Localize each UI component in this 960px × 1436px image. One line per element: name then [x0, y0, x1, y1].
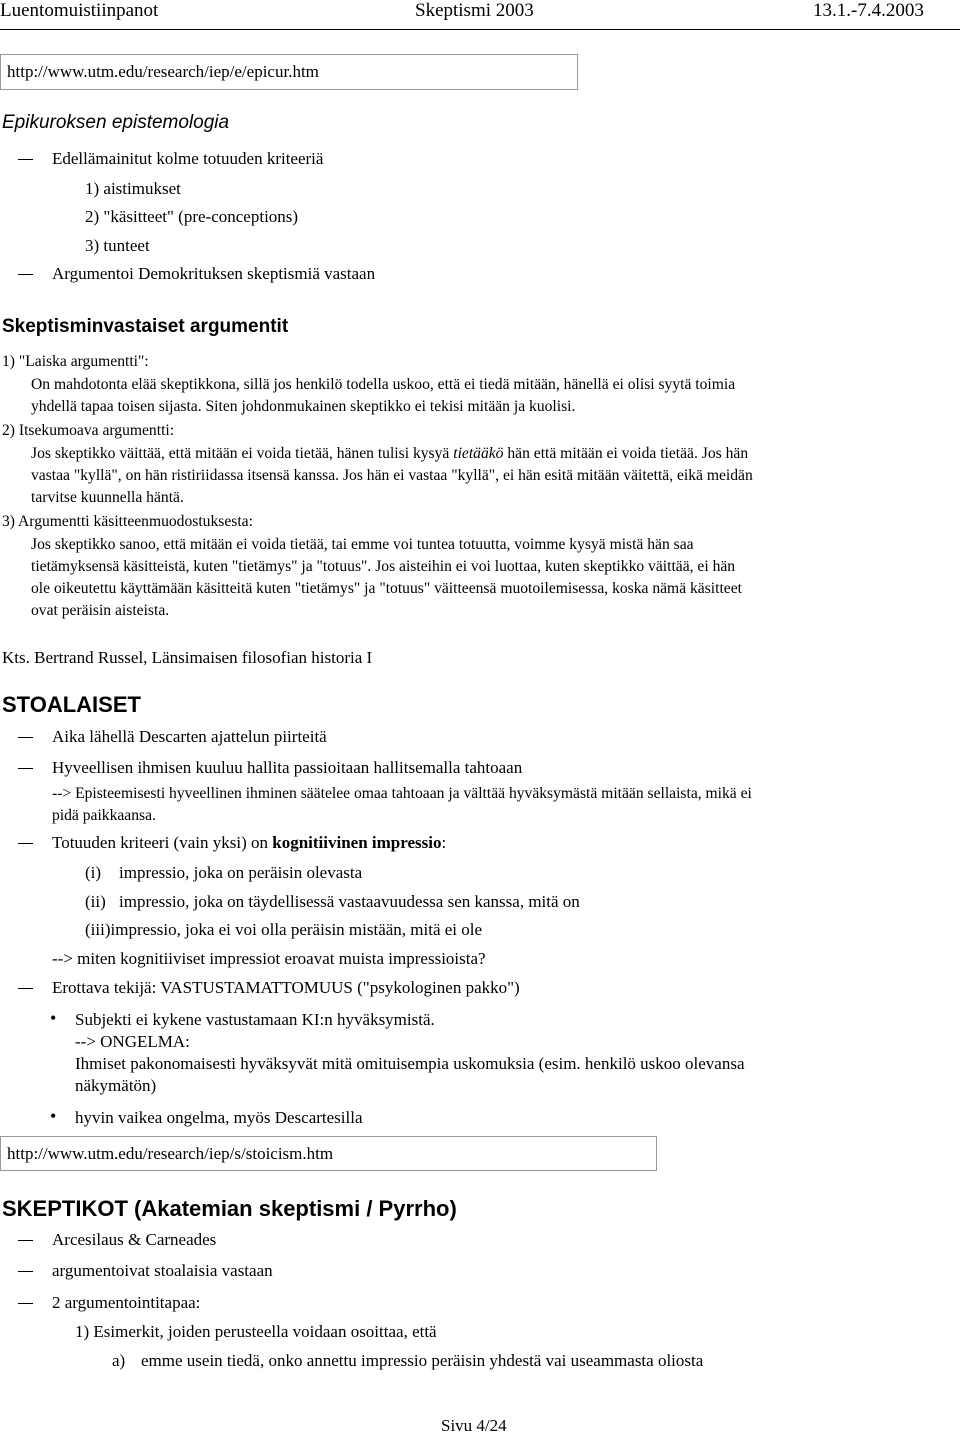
page-number: Sivu 4/24 — [441, 1416, 507, 1435]
dash-bullet — [18, 1303, 33, 1304]
bullet-item: hyvin vaikea ongelma, myös Descartesilla — [75, 1108, 363, 1127]
header-title-center: Skeptismi 2003 — [415, 0, 534, 21]
list-item-continuation: pidä paikkaansa. — [52, 807, 156, 824]
argument-title: 3) Argumentti käsitteenmuodostuksesta: — [2, 513, 253, 530]
dash-bullet — [18, 768, 33, 769]
list-item: argumentoivat stoalaisia vastaan — [52, 1261, 273, 1280]
bullet-icon: • — [50, 1008, 57, 1028]
list-item: 2 argumentointitapaa: — [52, 1293, 201, 1312]
argument-text: Jos skeptikko sanoo, että mitään ei voida tietää, tai emme voi tuntea totuutta, voimme kysyä mistä hän saa — [31, 536, 694, 553]
url-link-stoicism[interactable]: http://www.utm.edu/research/iep/s/stoicism.htm — [7, 1144, 334, 1163]
list-item: Hyveellisen ihmisen kuuluu hallita passioitaan hallitsemalla tahtoaan — [52, 758, 523, 777]
header-title-left: Luentomuistiinpanot — [0, 0, 159, 21]
argument-text: ole oikeutettu käyttämään käsitteitä kuten "tietämys" ja "totuus" väitteensä muotoilemisessa, koska nämä käsitteet — [31, 580, 742, 597]
section-heading-skeptics: SKEPTIKOT (Akatemian skeptismi / Pyrrho) — [2, 1196, 457, 1221]
list-item: Arcesilaus & Carneades — [52, 1230, 217, 1249]
criterion-text: (iii)impressio, joka ei voi olla peräisin mistään, mitä ei ole — [85, 920, 483, 939]
dash-bullet — [18, 274, 33, 275]
criterion-number: (ii) — [85, 892, 106, 911]
reference-text: Kts. Bertrand Russel, Länsimaisen filosofian historia I — [2, 648, 373, 667]
bullet-icon: • — [50, 1106, 57, 1126]
list-subitem: 2) "käsitteet" (pre-conceptions) — [85, 207, 299, 226]
argument-title: 1) "Laiska argumentti": — [2, 353, 149, 370]
criterion-text: impressio, joka on täydellisessä vastaavuudessa sen kanssa, mitä on — [119, 892, 580, 911]
list-subitem: 1) Esimerkit, joiden perusteella voidaan osoittaa, että — [75, 1322, 437, 1341]
section-heading-epicurus: Epikuroksen epistemologia — [2, 112, 230, 133]
dash-bullet — [18, 1240, 33, 1241]
list-subsubitem: emme usein tiedä, onko annettu impressio peräisin yhdestä vai useammasta oliosta — [141, 1351, 704, 1370]
argument-title: 2) Itsekumoava argumentti: — [2, 422, 175, 439]
dash-bullet — [18, 1271, 33, 1272]
argument-text: yhdellä tapaa toisen sijasta. Siten johdonmukainen skeptikko ei tekisi mitään ja kuolisi. — [31, 398, 576, 415]
list-subsubitem-label: a) — [112, 1351, 126, 1370]
url-box-epicurus[interactable] — [0, 54, 578, 90]
argument-text: tietämyksensä käsitteistä, kuten "tietämys" ja "totuus". Jos aisteihin ei voi luottaa, kuten skeptikko väittää, ei hän — [31, 558, 736, 575]
criterion-number: (i) — [85, 863, 102, 882]
list-item-continuation: --> Episteemisesti hyveellinen ihminen säätelee omaa tahtoaan ja välttää hyväksymästä mitään sellaista, mikä ei — [52, 785, 752, 802]
list-subitem: 3) tunteet — [85, 236, 150, 255]
bullet-item: Subjekti ei kykene vastustamaan KI:n hyväksymistä. — [75, 1010, 435, 1029]
dash-bullet — [18, 843, 33, 844]
section-heading-arguments: Skeptisminvastaiset argumentit — [2, 316, 289, 337]
url-link-epicurus[interactable]: http://www.utm.edu/research/iep/e/epicur.htm — [7, 62, 319, 81]
list-item: Erottava tekijä: VASTUSTAMATTOMUUS ("psykologinen pakko") — [52, 978, 520, 997]
argument-text: Jos skeptikko väittää, että mitään ei voida tietää, hänen tulisi kysyä tietääkö hän että mitään ei voida tietää. Jos hän — [31, 445, 749, 462]
dash-bullet — [18, 737, 33, 738]
bullet-item-continuation: Ihmiset pakonomaisesti hyväksyvät mitä omituisempia uskomuksia (esim. henkilö uskoo olevansa — [75, 1054, 745, 1073]
bullet-item-continuation: näkymätön) — [75, 1076, 157, 1095]
dash-bullet — [18, 159, 33, 160]
argument-text: ovat peräisin aisteista. — [31, 602, 170, 619]
dash-bullet — [18, 988, 33, 989]
section-heading-stoics: STOALAISET — [2, 692, 141, 717]
header-divider — [0, 29, 960, 30]
argument-text: vastaa "kyllä", on hän ristiriidassa itsensä kanssa. Jos hän ei vastaa "kyllä", ei hän esitä mitään väitettä, eikä meidän — [31, 467, 753, 484]
list-item-continuation: --> miten kognitiiviset impressiot eroavat muista impressioista? — [52, 949, 486, 968]
list-item: Totuuden kriteeri (vain yksi) on kognitiivinen impressio: — [52, 833, 447, 852]
list-item: Argumentoi Demokrituksen skeptismiä vastaan — [52, 264, 376, 283]
list-item: Aika lähellä Descarten ajattelun piirteitä — [52, 727, 327, 746]
list-subitem: 1) aistimukset — [85, 179, 181, 198]
header-date-range: 13.1.-7.4.2003 — [813, 0, 924, 21]
criterion-text: impressio, joka on peräisin olevasta — [119, 863, 363, 882]
bullet-item-continuation: --> ONGELMA: — [75, 1032, 190, 1051]
argument-text: On mahdotonta elää skeptikkona, sillä jos henkilö todella uskoo, että ei tiedä mitään, hänellä ei olisi syytä toimia — [31, 376, 736, 393]
url-box-stoicism[interactable] — [0, 1136, 657, 1171]
argument-text: tarvitse kuunnella häntä. — [31, 489, 184, 506]
list-item: Edellämainitut kolme totuuden kriteeriä — [52, 149, 324, 168]
